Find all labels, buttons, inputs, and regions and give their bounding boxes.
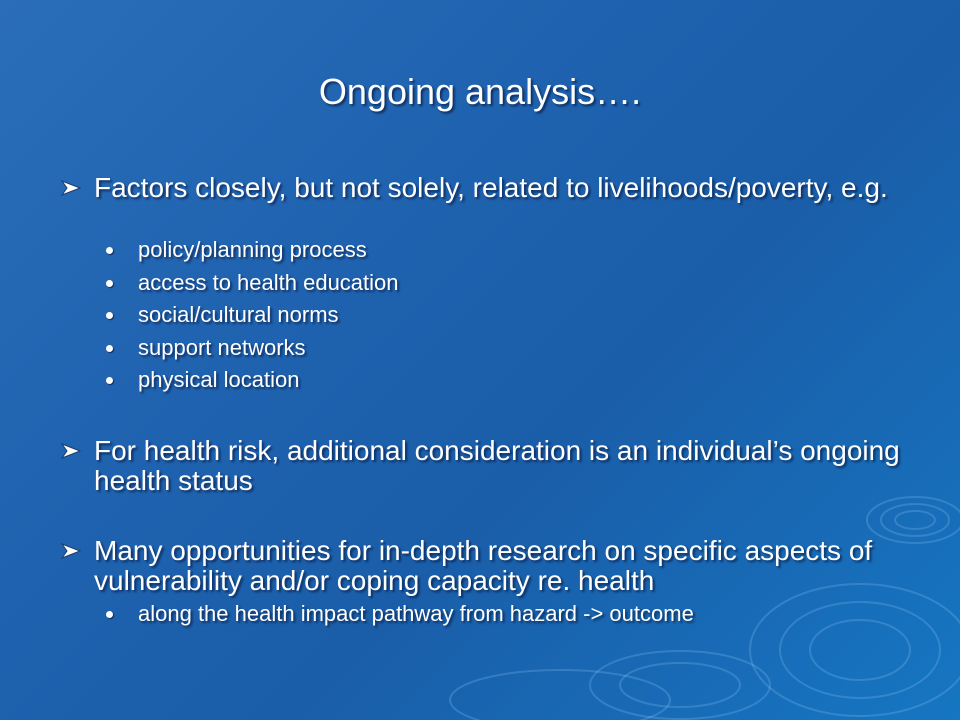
round-dot-bullet-icon bbox=[106, 312, 113, 319]
arrowhead-bullet-icon bbox=[60, 173, 86, 203]
sub-bullet-text: along the health impact pathway from hazard -> outcome bbox=[138, 601, 694, 626]
round-dot-bullet-icon bbox=[106, 377, 113, 384]
sub-bullet-text: support networks bbox=[138, 335, 306, 360]
bullet-health-risk bbox=[60, 436, 910, 496]
bullet-factors bbox=[60, 173, 910, 203]
round-dot-bullet-icon bbox=[106, 345, 113, 352]
bullet-opportunities bbox=[60, 536, 910, 596]
sub-bullet-pathway bbox=[106, 601, 886, 627]
round-dot-bullet-icon bbox=[106, 611, 113, 618]
sub-bullet-policy bbox=[106, 237, 886, 263]
sub-bullet-text: physical location bbox=[138, 367, 300, 392]
sub-bullet-text: policy/planning process bbox=[138, 237, 367, 262]
arrowhead-bullet-icon bbox=[60, 436, 86, 466]
slide-title: Ongoing analysis…. bbox=[318, 71, 642, 112]
sub-bullet-text: access to health education bbox=[138, 270, 399, 295]
sub-bullet-text: social/cultural norms bbox=[138, 302, 339, 327]
sub-bullet-health-education bbox=[106, 270, 886, 296]
round-dot-bullet-icon bbox=[106, 247, 113, 254]
arrowhead-bullet-icon bbox=[60, 536, 86, 566]
sub-bullet-support-networks bbox=[106, 335, 886, 361]
bullet-text: Factors closely, but not solely, related to livelihoods/poverty, e.g. bbox=[94, 172, 888, 203]
bullet-text: For health risk, additional consideration is an individual’s ongoing health status bbox=[94, 435, 900, 496]
sub-bullet-social-norms bbox=[106, 302, 886, 328]
sub-bullet-physical-location bbox=[106, 367, 886, 393]
round-dot-bullet-icon bbox=[106, 280, 113, 287]
bullet-text: Many opportunities for in-depth research on specific aspects of vulnerability and/or coping capacity re. health bbox=[94, 535, 873, 596]
